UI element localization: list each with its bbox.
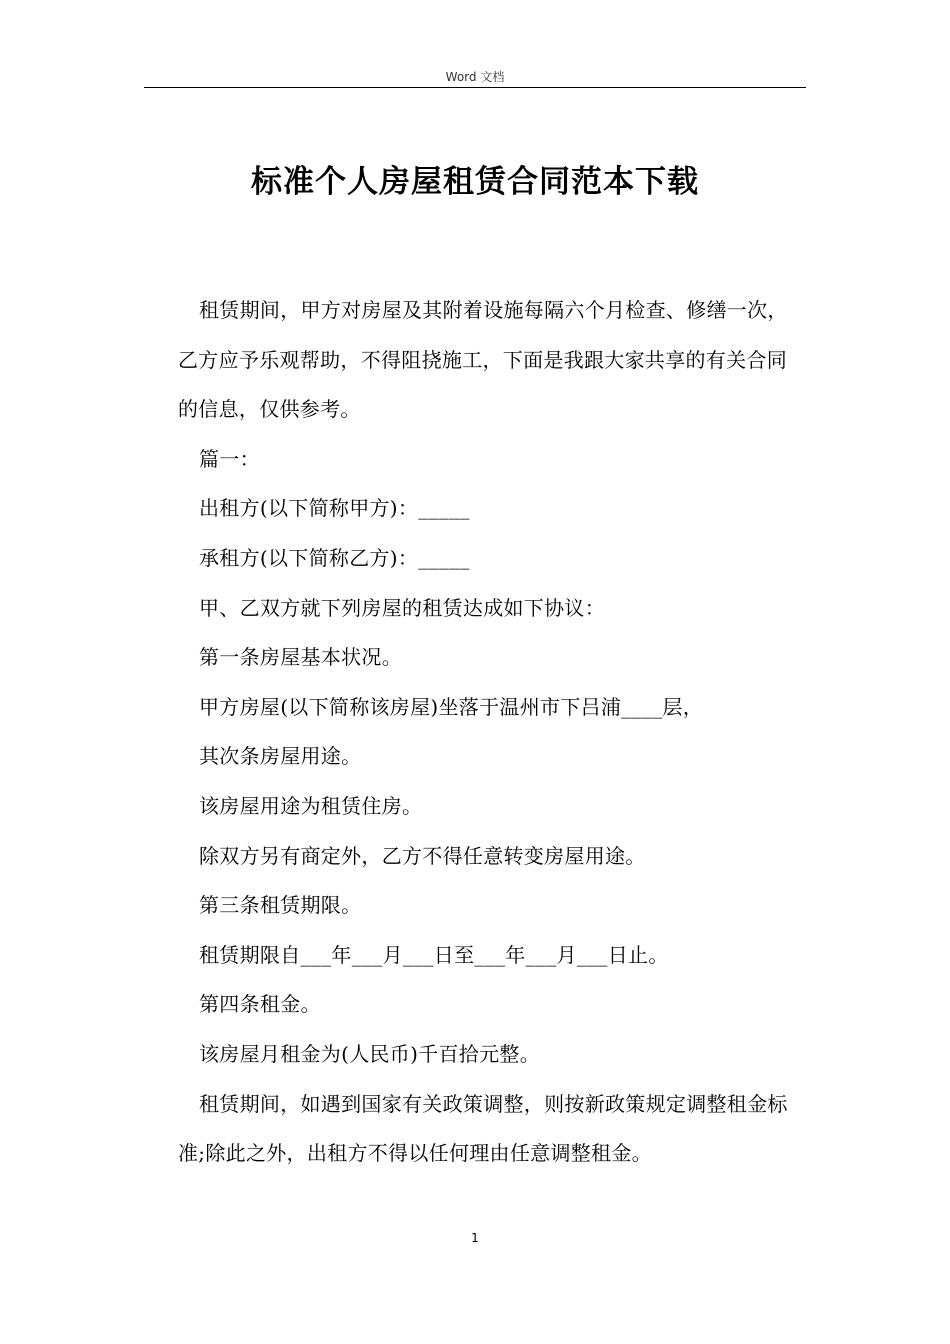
clause-3-heading: 第三条租赁期限。	[199, 893, 362, 918]
lessee-line: 承租方(以下简称乙方)：_____	[199, 545, 470, 570]
clause-4-heading: 第四条租金。	[199, 992, 321, 1017]
clause-2-heading: 其次条房屋用途。	[199, 744, 362, 769]
clause-2-text-2: 除双方另有商定外，乙方不得任意转变房屋用途。	[199, 843, 646, 868]
clause-1-heading: 第一条房屋基本状况。	[199, 645, 402, 670]
page-header-label: Word 文档	[445, 70, 505, 84]
clause-4-text-2: 租赁期间，如遇到国家有关政策调整，则按新政策规定调整租金标准;除此之外，出租方不得以任何理由任意调整租金。	[178, 1091, 788, 1166]
document-body	[178, 286, 804, 1179]
page-number: 1	[471, 1231, 479, 1245]
clause-4-text: 该房屋月租金为(人民币)千百拾元整。	[199, 1041, 541, 1066]
lessor-line: 出租方(以下简称甲方)：_____	[199, 496, 470, 521]
clause-2-text: 该房屋用途为租赁住房。	[199, 793, 423, 818]
section-heading: 篇一：	[199, 446, 260, 471]
clause-3-text: 租赁期限自___年___月___日至___年___月___日止。	[199, 942, 669, 967]
agreement-line: 甲、乙双方就下列房屋的租赁达成如下协议：	[199, 595, 605, 620]
document-title: 标准个人房屋租赁合同范本下载	[251, 164, 699, 200]
header-divider	[144, 87, 806, 88]
clause-1-text: 甲方房屋(以下简称该房屋)坐落于温州市下吕浦____层，	[199, 694, 704, 719]
intro-paragraph: 租赁期间，甲方对房屋及其附着设施每隔六个月检查、修缮一次，乙方应予乐观帮助，不得阻挠施工，下面是我跟大家共享的有关合同的信息，仅供参考。	[178, 298, 788, 422]
